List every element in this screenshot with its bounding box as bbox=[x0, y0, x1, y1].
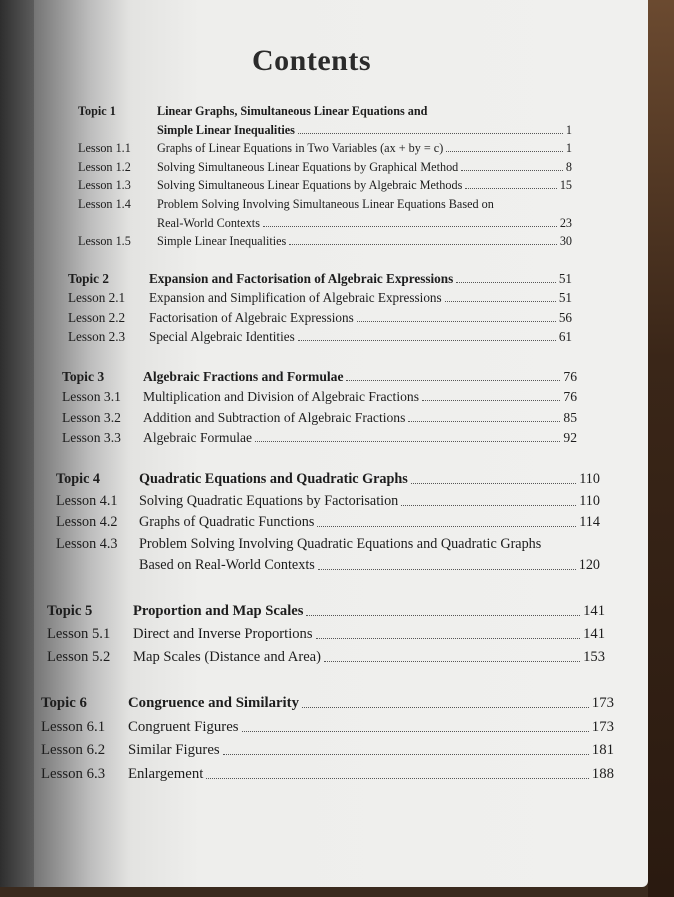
lesson-label: Lesson 6.3 bbox=[41, 765, 106, 782]
lesson-title: Congruent Figures bbox=[128, 718, 239, 735]
topic-title: Simple Linear Inequalities bbox=[157, 122, 295, 137]
page-number: 188 bbox=[591, 765, 614, 782]
lesson-row[interactable] bbox=[0, 766, 614, 790]
leader-dots bbox=[408, 421, 560, 422]
leader-dots bbox=[298, 133, 563, 134]
topic-heading-row[interactable] bbox=[0, 369, 577, 389]
page-number: 61 bbox=[558, 329, 572, 345]
topic-label: Topic 4 bbox=[56, 471, 101, 487]
leader-dots bbox=[446, 151, 563, 152]
lesson-title: Addition and Subtraction of Algebraic Fractions bbox=[143, 409, 406, 425]
lesson-title: Based on Real-World Contexts bbox=[139, 557, 315, 574]
leader-dots bbox=[422, 400, 560, 401]
lesson-title: Algebraic Formulae bbox=[143, 430, 253, 446]
lesson-row[interactable] bbox=[0, 649, 605, 672]
lesson-label: Lesson 1.1 bbox=[78, 141, 131, 156]
topic-block-5 bbox=[0, 603, 605, 672]
lesson-title: Multiplication and Division of Algebraic Fractions bbox=[143, 389, 419, 405]
lesson-title: Graphs of Linear Equations in Two Variables (ax + by = c) bbox=[157, 141, 444, 156]
leader-dots bbox=[357, 321, 556, 322]
lesson-row[interactable] bbox=[0, 536, 600, 558]
topic-block-3 bbox=[0, 369, 577, 451]
page-number: 30 bbox=[559, 234, 572, 249]
page-number: 153 bbox=[583, 649, 605, 665]
lesson-row[interactable] bbox=[0, 329, 572, 348]
topic-heading-row[interactable] bbox=[0, 695, 614, 719]
lesson-label: Lesson 6.2 bbox=[41, 742, 106, 759]
page-number: 120 bbox=[578, 557, 600, 574]
lesson-label: Lesson 1.5 bbox=[78, 234, 131, 249]
lesson-row[interactable] bbox=[0, 719, 614, 743]
topic-label: Topic 6 bbox=[41, 695, 87, 711]
lesson-label: Lesson 1.2 bbox=[78, 159, 131, 174]
page-number: 141 bbox=[583, 626, 605, 642]
topic-block-4 bbox=[0, 471, 600, 579]
page-number: 181 bbox=[591, 742, 614, 759]
page-number: 1 bbox=[565, 141, 572, 156]
page-number: 85 bbox=[563, 409, 577, 425]
lesson-row[interactable] bbox=[0, 216, 572, 235]
lesson-title: Real-World Contexts bbox=[157, 215, 260, 230]
leader-dots bbox=[255, 441, 560, 442]
lesson-title: Problem Solving Involving Simultaneous Linear Equations Based on bbox=[157, 196, 494, 211]
page-number: 8 bbox=[565, 159, 572, 174]
lesson-row[interactable] bbox=[0, 234, 572, 253]
lesson-title: Simple Linear Inequalities bbox=[157, 234, 287, 249]
topic-heading-row[interactable] bbox=[0, 471, 600, 493]
topic-label: Topic 2 bbox=[68, 271, 109, 286]
lesson-label: Lesson 3.3 bbox=[62, 430, 121, 446]
lesson-label: Lesson 2.3 bbox=[68, 329, 126, 345]
lesson-row[interactable] bbox=[0, 389, 577, 409]
topic-label: Topic 5 bbox=[47, 603, 93, 619]
page-number: 1 bbox=[565, 122, 572, 137]
page-number: 110 bbox=[579, 492, 600, 509]
page-number: 51 bbox=[558, 271, 572, 286]
topic-title: Linear Graphs, Simultaneous Linear Equations and bbox=[157, 104, 428, 118]
leader-dots bbox=[242, 731, 589, 732]
lesson-row[interactable] bbox=[0, 410, 577, 430]
lesson-title: Solving Simultaneous Linear Equations by Algebraic Methods bbox=[157, 178, 463, 193]
leader-dots bbox=[316, 638, 581, 639]
lesson-label: Lesson 2.2 bbox=[68, 309, 126, 325]
lesson-label: Lesson 5.2 bbox=[47, 649, 111, 665]
lesson-label: Lesson 3.1 bbox=[62, 389, 121, 405]
lesson-row[interactable] bbox=[0, 178, 572, 197]
lesson-label: Lesson 5.1 bbox=[47, 626, 111, 642]
topic-title: Expansion and Factorisation of Algebraic Expressions bbox=[149, 271, 454, 286]
lesson-title: Solving Simultaneous Linear Equations by Graphical Method bbox=[157, 159, 459, 174]
topic-label: Topic 1 bbox=[78, 104, 116, 118]
leader-dots bbox=[456, 282, 556, 283]
leader-dots bbox=[263, 226, 557, 227]
page-number: 114 bbox=[579, 514, 600, 531]
leader-dots bbox=[318, 569, 576, 570]
lesson-row[interactable] bbox=[0, 141, 572, 160]
lesson-label: Lesson 1.4 bbox=[78, 196, 131, 211]
page-number: 141 bbox=[583, 603, 605, 619]
lesson-title: Special Algebraic Identities bbox=[149, 329, 295, 345]
leader-dots bbox=[306, 615, 580, 616]
lesson-row[interactable] bbox=[0, 290, 572, 309]
topic-heading-row[interactable] bbox=[0, 603, 605, 626]
page-number: 15 bbox=[559, 178, 572, 193]
leader-dots bbox=[346, 380, 560, 381]
page-number: 173 bbox=[591, 695, 614, 711]
lesson-title: Factorisation of Algebraic Expressions bbox=[149, 309, 354, 325]
lesson-row[interactable] bbox=[0, 742, 614, 766]
topic-heading-row[interactable] bbox=[0, 104, 572, 123]
lesson-label: Lesson 1.3 bbox=[78, 178, 131, 193]
leader-dots bbox=[401, 505, 576, 506]
topic-heading-row[interactable] bbox=[0, 271, 572, 290]
topic-block-1 bbox=[0, 104, 572, 253]
lesson-title: Expansion and Simplification of Algebraic Expressions bbox=[149, 290, 442, 306]
lesson-row[interactable] bbox=[0, 160, 572, 179]
lesson-title: Graphs of Quadratic Functions bbox=[139, 514, 315, 531]
lesson-title: Direct and Inverse Proportions bbox=[133, 626, 313, 642]
lesson-row[interactable] bbox=[0, 310, 572, 329]
lesson-label: Lesson 6.1 bbox=[41, 718, 106, 735]
topic-block-6 bbox=[0, 695, 614, 789]
lesson-title: Map Scales (Distance and Area) bbox=[133, 649, 322, 665]
page-number: 110 bbox=[579, 471, 600, 487]
leader-dots bbox=[289, 244, 557, 245]
leader-dots bbox=[298, 340, 556, 341]
leader-dots bbox=[324, 661, 580, 662]
lesson-row[interactable] bbox=[0, 430, 577, 450]
page-number: 76 bbox=[563, 369, 577, 384]
page-number: 23 bbox=[559, 215, 572, 230]
lesson-label: Lesson 4.2 bbox=[56, 514, 118, 531]
topic-title: Quadratic Equations and Quadratic Graphs bbox=[139, 471, 408, 487]
lesson-row[interactable] bbox=[0, 557, 600, 579]
topic-heading-row[interactable] bbox=[0, 123, 572, 142]
topic-label: Topic 3 bbox=[62, 369, 105, 384]
lesson-row[interactable] bbox=[0, 626, 605, 649]
leader-dots bbox=[445, 301, 556, 302]
leader-dots bbox=[206, 778, 588, 779]
page-number: 173 bbox=[591, 718, 614, 735]
lesson-label: Lesson 2.1 bbox=[68, 290, 126, 306]
lesson-title: Solving Quadratic Equations by Factorisation bbox=[139, 492, 399, 509]
lesson-title: Problem Solving Involving Quadratic Equations and Quadratic Graphs bbox=[139, 535, 542, 552]
leader-dots bbox=[223, 754, 589, 755]
lesson-label: Lesson 4.1 bbox=[56, 492, 118, 509]
lesson-label: Lesson 3.2 bbox=[62, 409, 121, 425]
page-number: 76 bbox=[563, 389, 577, 405]
page-title: Contents bbox=[252, 44, 372, 77]
leader-dots bbox=[461, 170, 563, 171]
lesson-row[interactable] bbox=[0, 493, 600, 515]
lesson-title: Similar Figures bbox=[128, 742, 220, 759]
lesson-row[interactable] bbox=[0, 514, 600, 536]
page-number: 51 bbox=[558, 290, 572, 306]
page-number: 92 bbox=[563, 430, 577, 446]
lesson-title: Enlargement bbox=[128, 765, 204, 782]
topic-title: Proportion and Map Scales bbox=[133, 603, 304, 619]
leader-dots bbox=[317, 526, 576, 527]
topic-title: Congruence and Similarity bbox=[128, 695, 299, 711]
leader-dots bbox=[302, 707, 589, 708]
topic-block-2 bbox=[0, 271, 572, 349]
lesson-label: Lesson 4.3 bbox=[56, 535, 118, 552]
page-number: 56 bbox=[558, 309, 572, 325]
topic-title: Algebraic Fractions and Formulae bbox=[143, 369, 344, 384]
table-surface bbox=[648, 0, 674, 897]
leader-dots bbox=[411, 483, 576, 484]
lesson-row[interactable] bbox=[0, 197, 572, 216]
leader-dots bbox=[465, 188, 556, 189]
